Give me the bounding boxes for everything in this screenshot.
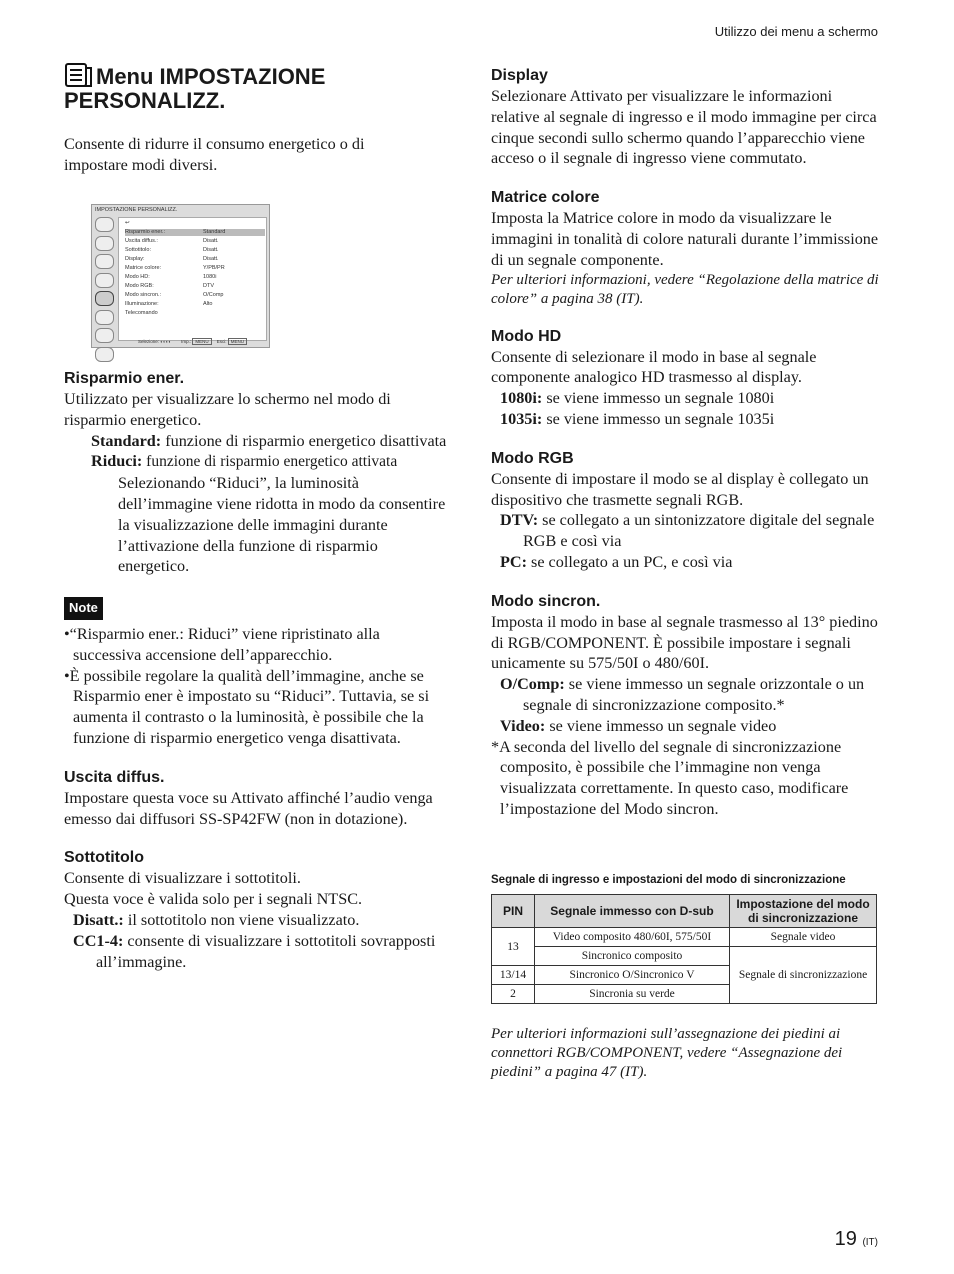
sincron-heading: Modo sincron. (491, 592, 601, 610)
menu-row: Modo RGB: DTV (125, 283, 214, 289)
sottotitolo-line2: Questa voce è valida solo per i segnali NTSC. (64, 890, 363, 909)
page-number: 19 (IT) (834, 1228, 878, 1250)
table-cell: Sincronico composito (535, 947, 730, 966)
table-header: Segnale immesso con D-sub (535, 895, 730, 928)
menu-title: IMPOSTAZIONE PERSONALIZZ. (95, 207, 178, 213)
table-caption: Segnale di ingresso e impostazioni del modo di sincronizzazione (491, 874, 846, 886)
menu-row: Modo sincron.: O/Comp (125, 292, 224, 298)
menu-row: Uscita diffus.: Disatt. (125, 238, 219, 244)
menu-icon-column (95, 217, 115, 365)
menu-panel (118, 217, 267, 341)
sync-table (491, 894, 877, 1004)
standard-item: Standard: funzione di risparmio energetico disattivata (91, 431, 447, 450)
sottotitolo-heading: Sottotitolo (64, 849, 144, 867)
table-cell: 13/14 (492, 966, 535, 985)
menu-row: Matrice colore: Y/PB/PR (125, 265, 225, 271)
menu-screenshot (91, 204, 270, 348)
table-cell: Segnale video (730, 928, 877, 947)
uscita-text: Impostare questa voce su Attivato affinché l’audio venga emesso dai diffusori SS-SP42FW (non in dotazione). (64, 788, 433, 828)
display-text: Selezionare Attivato per visualizzare le informazioni relative al segnale di ingresso e il modo immagine per circa cinque secondi sullo schermo quando l’apparecchio viene acceso o il segnale di ingresso viene commutato. (491, 87, 877, 168)
option-menu-icon (95, 347, 114, 362)
sound-menu-icon (95, 236, 114, 251)
table-cell: 2 (492, 985, 535, 1004)
table-cell: Sincronia su verde (535, 985, 730, 1004)
menu-row: Risparmio ener.: Standard (125, 229, 265, 236)
modohd-text: Consente di selezionare il modo in base al segnale componente analogico HD trasmesso al display. (491, 347, 817, 387)
table-ref: Per ulteriori informazioni sull’assegnazione dei piedini ai connettori RGB/COMPONENT, vedere “Assegnazione dei piedini” a pagina 47 (IT). (491, 1026, 843, 1080)
disatt-item: Disatt.: il sottotitolo non viene visualizzato. (73, 910, 360, 929)
modohd-heading: Modo HD (491, 327, 562, 345)
table-cell: Segnale di sincronizzazione (730, 947, 877, 1004)
riduci-more: Selezionando “Riduci”, la luminosità dell’immagine viene ridotta in modo da consentire la visualizzazione delle immagini durante l’attivazione della funzione di risparmio energetico. (118, 474, 446, 576)
picture-menu-icon (95, 217, 114, 232)
table-cell: Sincronico O/Sincronico V (535, 966, 730, 985)
modorgb-dtv: DTV: se collegato a un sintonizzatore digitale del segnale RGB e così via (500, 511, 875, 551)
running-header: Utilizzo dei menu a schermo (714, 24, 878, 39)
matrice-heading: Matrice colore (491, 189, 600, 207)
table-row (492, 928, 877, 947)
menu-row: Sottotitolo: Disatt. (125, 247, 219, 253)
menu-back-icon: ↩ (125, 220, 130, 226)
sincron-video: Video: se viene immesso un segnale video (500, 716, 777, 735)
menu-row: Illuminazione: Alto (125, 301, 213, 307)
table-header: PIN (492, 895, 535, 928)
note-item: •“Risparmio ener.: Riduci” viene ripristinato alla successiva accensione dell’apparecchio. (64, 624, 380, 664)
table-cell: 13 (492, 928, 535, 966)
risparmio-heading: Risparmio ener. (64, 370, 185, 387)
uscita-heading: Uscita diffus. (64, 768, 165, 786)
feature-menu-icon (95, 273, 114, 288)
screen-menu-icon (95, 254, 114, 269)
sincron-footnote: *A seconda del livello del segnale di sincronizzazione composito, è possibile che l’immagine non venga visualizzata correttamente. In questo caso, modificare l’impostazione del Modo sincron. (491, 737, 849, 818)
modorgb-heading: Modo RGB (491, 449, 574, 467)
display-heading: Display (491, 67, 548, 84)
title-line-1: Menu IMPOSTAZIONE (96, 64, 326, 89)
menu-row: Telecomando (125, 310, 158, 316)
menu-setup-icon (64, 62, 92, 88)
menu-row: Modo HD: 1080i (125, 274, 217, 280)
riduci-item: Riduci: funzione di risparmio energetico attivata (91, 452, 398, 471)
matrice-text: Imposta la Matrice colore in modo da visualizzare le immagini in tonalità di colore naturali durante l’immissione di un segnale componente. (491, 209, 879, 269)
risparmio-text: Utilizzato per visualizzare lo schermo nel modo di risparmio energetico. (64, 390, 391, 429)
setup-menu-icon (95, 291, 114, 306)
modorgb-text: Consente di impostare il modo se al display è collegato un dispositivo che trasmette segnali RGB. (491, 469, 869, 509)
modohd-1080i: 1080i: se viene immesso un segnale 1080i (500, 389, 775, 408)
sincron-ocomp: O/Comp: se viene immesso un segnale orizzontale o un segnale di sincronizzazione composito.* (500, 675, 865, 714)
menu-row: Display: Disatt. (125, 256, 219, 262)
title-line-2: PERSONALIZZ. (64, 88, 226, 113)
table-row (492, 947, 877, 966)
modorgb-pc: PC: se collegato a un PC, e così via (500, 552, 733, 571)
clock-menu-icon (95, 328, 114, 343)
table-header-row (492, 895, 877, 928)
note-badge: Note (64, 597, 103, 620)
matrice-ref: Per ulteriori informazioni, vedere “Regolazione della matrice di colore” a pagina 38 (IT). (491, 271, 879, 308)
intro-text: Consente di ridurre il consumo energetico o di impostare modi diversi. (64, 135, 365, 174)
menu-footer: Selezione: ◐◐◐◐ Imp.: MENU Esci: MENU (138, 339, 247, 344)
table-header: Impostazione del modo di sincronizzazione (730, 895, 877, 928)
note-item: •È possibile regolare la qualità dell’immagine, anche se Risparmio ener è impostato su “Riduci”. Tuttavia, se si aumenta il contrasto o la luminosità, è possibile che la funzione di risparmio energetico venga disattivata. (64, 666, 430, 747)
modohd-1035i: 1035i: se viene immesso un segnale 1035i (500, 409, 775, 428)
input-menu-icon (95, 310, 114, 325)
sincron-text: Imposta il modo in base al segnale trasmesso al 13° piedino di RGB/COMPONENT. È possibile impostare i segnali unicamente su 575/50I o 480/60I. (491, 612, 878, 673)
cc-item: CC1-4: consente di visualizzare i sottotitoli sovrapposti all’immagine. (73, 931, 436, 971)
table-cell: Video composito 480/60I, 575/50I (535, 928, 730, 947)
sottotitolo-line1: Consente di visualizzare i sottotitoli. (64, 869, 301, 888)
page-title (64, 62, 325, 113)
